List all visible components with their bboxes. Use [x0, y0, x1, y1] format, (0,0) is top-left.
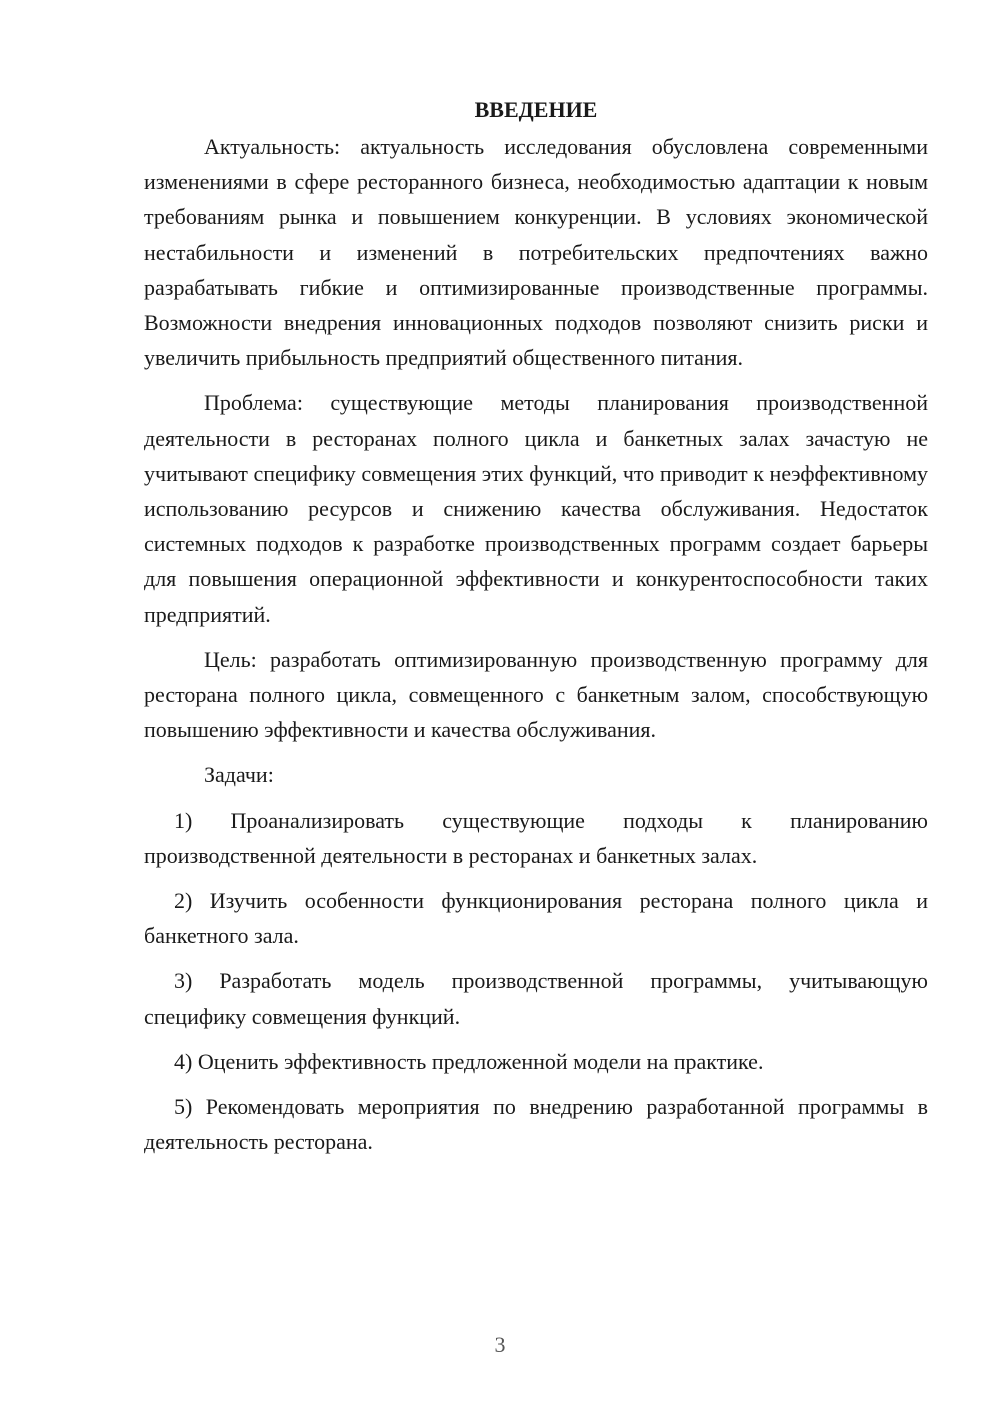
task-item-3: 3) Разработать модель производственной программы, учитывающую специфику совмещения функций.	[144, 968, 928, 1029]
task-item-4: 4) Оценить эффективность предложенной модели на практике.	[174, 1048, 764, 1074]
document-page	[144, 92, 928, 1169]
paragraph-tasks-heading: Задачи:	[204, 762, 274, 788]
paragraph-relevance: Актуальность: актуальность исследования обусловлена современными изменениями в сфере ресторанного бизнеса, необходимостью адаптации к новым требованиям рынка и повышением конкуренции. В условиях экономической нестабильности и изменений в потребительских предпочтениях важно разрабатывать гибкие и оптимизированные производственные программы. Возможности внедрения инновационных подходов позволяют снизить риски и увеличить прибыльность предприятий общественного питания.	[144, 134, 928, 371]
paragraph-problem: Проблема: существующие методы планирования производственной деятельности в ресторанах полного цикла и банкетных залах зачастую не учитывают специфику совмещения этих функций, что приводит к неэффективному использованию ресурсов и снижению качества обслуживания. Недостаток системных подходов к разработке производственных программ создает барьеры для повышения операционной эффективности и конкурентоспособности таких предприятий.	[144, 390, 928, 627]
page-number: 3	[494, 1332, 506, 1357]
section-title: ВВЕДЕНИЕ	[474, 97, 598, 122]
task-item-1: 1) Проанализировать существующие подходы к планированию производственной деятельности в ресторанах и банкетных залах.	[144, 807, 928, 868]
task-item-5: 5) Рекомендовать мероприятия по внедрению разработанной программы в деятельность ресторана.	[144, 1094, 928, 1155]
paragraph-goal: Цель: разработать оптимизированную производственную программу для ресторана полного цикла, совмещенного с банкетным залом, способствующую повышению эффективности и качества обслуживания.	[144, 646, 928, 743]
task-item-2: 2) Изучить особенности функционирования ресторана полного цикла и банкетного зала.	[144, 888, 928, 949]
